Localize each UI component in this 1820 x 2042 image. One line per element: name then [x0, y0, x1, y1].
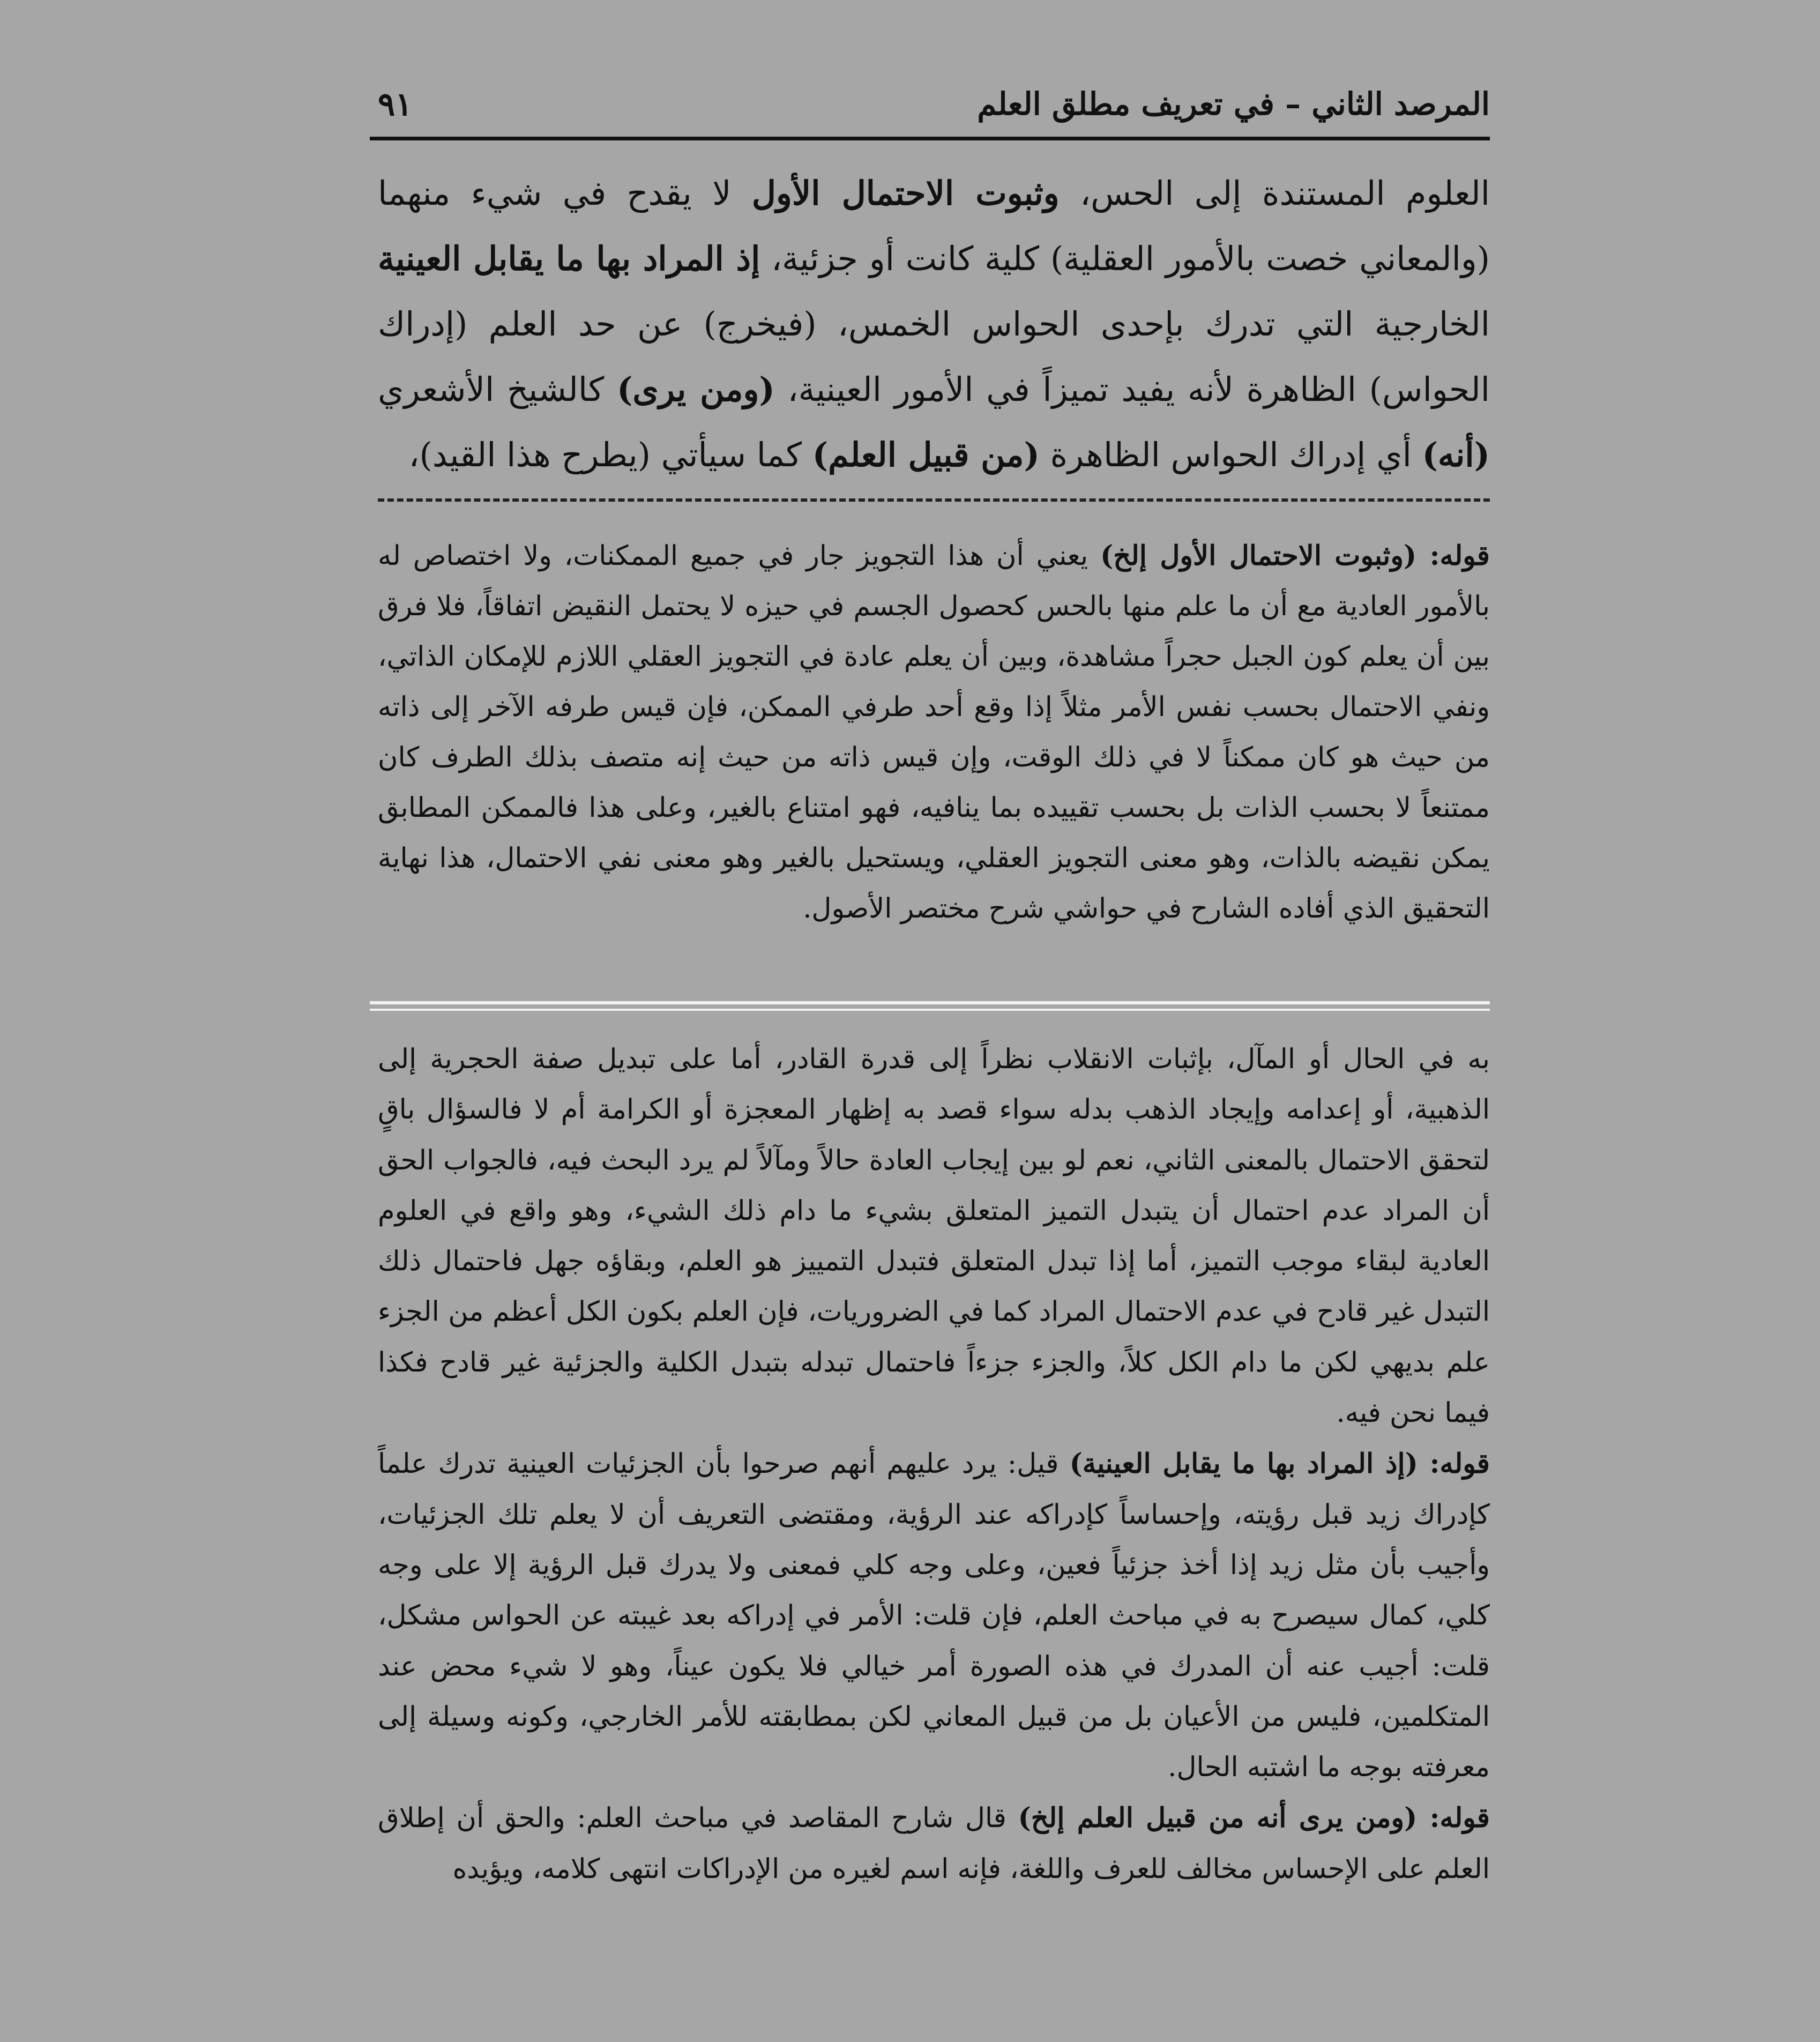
main-text-segment: كالشيخ الأشعري — [378, 370, 605, 409]
gloss-paragraph — [378, 1793, 1490, 1895]
main-text-segment: كما سيأتي (يطرح هذا القيد)، — [408, 435, 802, 474]
double-rule-bottom — [370, 1009, 1490, 1011]
page-header — [378, 80, 1490, 134]
main-text-segment: لا يقدح في شيء منهما (والمعاني خصت بالأمور العقلية) كلية كانت أو جزئية، — [378, 174, 1490, 278]
gloss-text: به في الحال أو المآل، بإثبات الانقلاب نظراً إلى قدرة القادر، أما على تبديل صفة الحجرية إلى الذهبية، أو إعدامه وإيجاد الذهب بدله سواء قصد به إظهار المعجزة أو الكرامة أم لا فالسؤال باقٍ لتحقق الاحتمال بالمعنى الثاني، نعم لو بين إيجاب العادة حالاً ومآلاً لم يرد البحث فيه، فالجواب الحق أن المراد عدم احتمال أن يتبدل التميز المتعلق بشيء ما دام ذلك الشيء، وهو واقع في العلوم العادية لبقاء موجب التميز، أما إذا تبدل المتعلق فتبدل التمييز هو العلم، وبقاؤه جهل فاحتمال ذلك التبدل غير قادح في عدم الاحتمال المراد كما في الضروريات، فإن العلم بكون الكل أعظم من الجزء علم بديهي لكن ما دام الكل كلاً، والجزء جزءاً فاحتمال تبدله بتبدل الكلية والجزئية غير قادح فكذا فيما نحن فيه. — [378, 1044, 1490, 1429]
main-text-bold: وثبوت الاحتمال الأول — [751, 174, 1060, 213]
double-rule-top — [370, 1001, 1490, 1004]
note-lead: قوله: (وثبوت الاحتمال الأول إلخ) — [1100, 540, 1490, 572]
gloss-block — [378, 1034, 1490, 1895]
main-text-bold: (ومن يرى) — [617, 370, 775, 409]
gloss-lead: قوله: (ومن يرى أنه من قبيل العلم إلخ) — [1018, 1802, 1490, 1835]
main-text-bold: إذ المراد بها ما يقابل العينية — [378, 239, 760, 278]
gloss-lead: قوله: (إذ المراد بها ما يقابل العينية) — [1069, 1448, 1490, 1480]
main-text — [378, 161, 1490, 488]
main-text-segment: العلوم المستندة إلى الحس، — [1080, 174, 1490, 213]
note-paragraph — [378, 531, 1490, 934]
main-text-bold: (من قبيل العلم) — [812, 435, 1040, 474]
page-number: ٩١ — [378, 86, 413, 123]
main-text-segment: الخارجية التي تدرك بإحدى الحواس الخمس، (فيخرج) عن حد العلم (إدراك الحواس) الظاهرة لأنه يفيد تميزاً في الأمور العينية، — [378, 304, 1490, 409]
dashed-divider — [378, 498, 1490, 502]
note-text: يعني أن هذا التجويز جار في جميع الممكنات، ولا اختصاص له بالأمور العادية مع أن ما علم منها بالحس كحصول الجسم في حيزه لا يحتمل النقيض اتفاقاً، فلا فرق بين أن يعلم كون الجبل حجراً مشاهدة، وبين أن يعلم عادة في التجويز العقلي اللازم للإمكان الذاتي، ونفي الاحتمال بحسب نفس الأمر مثلاً إذا وقع أحد طرفي الممكن، فإن قيس طرفه الآخر إلى ذاته من حيث هو كان ممكناً لا في ذلك الوقت، وإن قيس ذاته من حيث إنه متصف بذلك الطرف كان ممتنعاً لا بحسب الذات بل بحسب تقييده بما ينافيه، فهو امتناع بالغير، وعلى هذا فالممكن المطابق يمكن نقيضه بالذات، وهو معنى التجويز العقلي، ويستحيل بالغير وهو معنى نفي الاحتمال، هذا نهاية التحقيق الذي أفاده الشارح في حواشي شرح مختصر الأصول. — [378, 540, 1490, 925]
note-block — [378, 531, 1490, 934]
running-title: المرصد الثاني – في تعريف مطلق العلم — [977, 86, 1490, 122]
header-rule — [370, 137, 1490, 140]
main-text-bold: (أنه) — [1422, 435, 1490, 474]
gloss-paragraph — [378, 1034, 1490, 1439]
main-text-segment: أي إدراك الحواس الظاهرة — [1050, 435, 1412, 474]
gloss-text: قيل: يرد عليهم أنهم صرحوا بأن الجزئيات العينية تدرك علماً كإدراك زيد قبل رؤيته، وإحساساً كإدراكه عند الرؤية، ومقتضى التعريف أن لا يعلم تلك الجزئيات، وأجيب بأن مثل زيد إذا أخذ جزئياً فعين، وعلى وجه كلي فمعنى ولا يدرك قبل الرؤية إلا على وجه كلي، كمال سيصرح به في مباحث العلم، فإن قلت: الأمر في إدراكه بعد غيبته عن الحواس مشكل، قلت: أجيب عنه أن المدرك في هذه الصورة أمر خيالي فلا يكون عيناً، وهو لا شيء محض عند المتكلمين، فليس من الأعيان بل من قبيل المعاني لكن بمطابقته للأمر الخارجي، وكونه وسيلة إلى معرفته بوجه ما اشتبه الحال. — [378, 1448, 1490, 1784]
main-paragraph — [378, 161, 1490, 488]
gloss-paragraph — [378, 1439, 1490, 1793]
gloss-text: قال شارح المقاصد في مباحث العلم: والحق أن إطلاق العلم على الإحساس مخالف للعرف واللغة، فإنه اسم لغيره من الإدراكات انتهى كلامه، ويؤيده — [378, 1802, 1490, 1885]
